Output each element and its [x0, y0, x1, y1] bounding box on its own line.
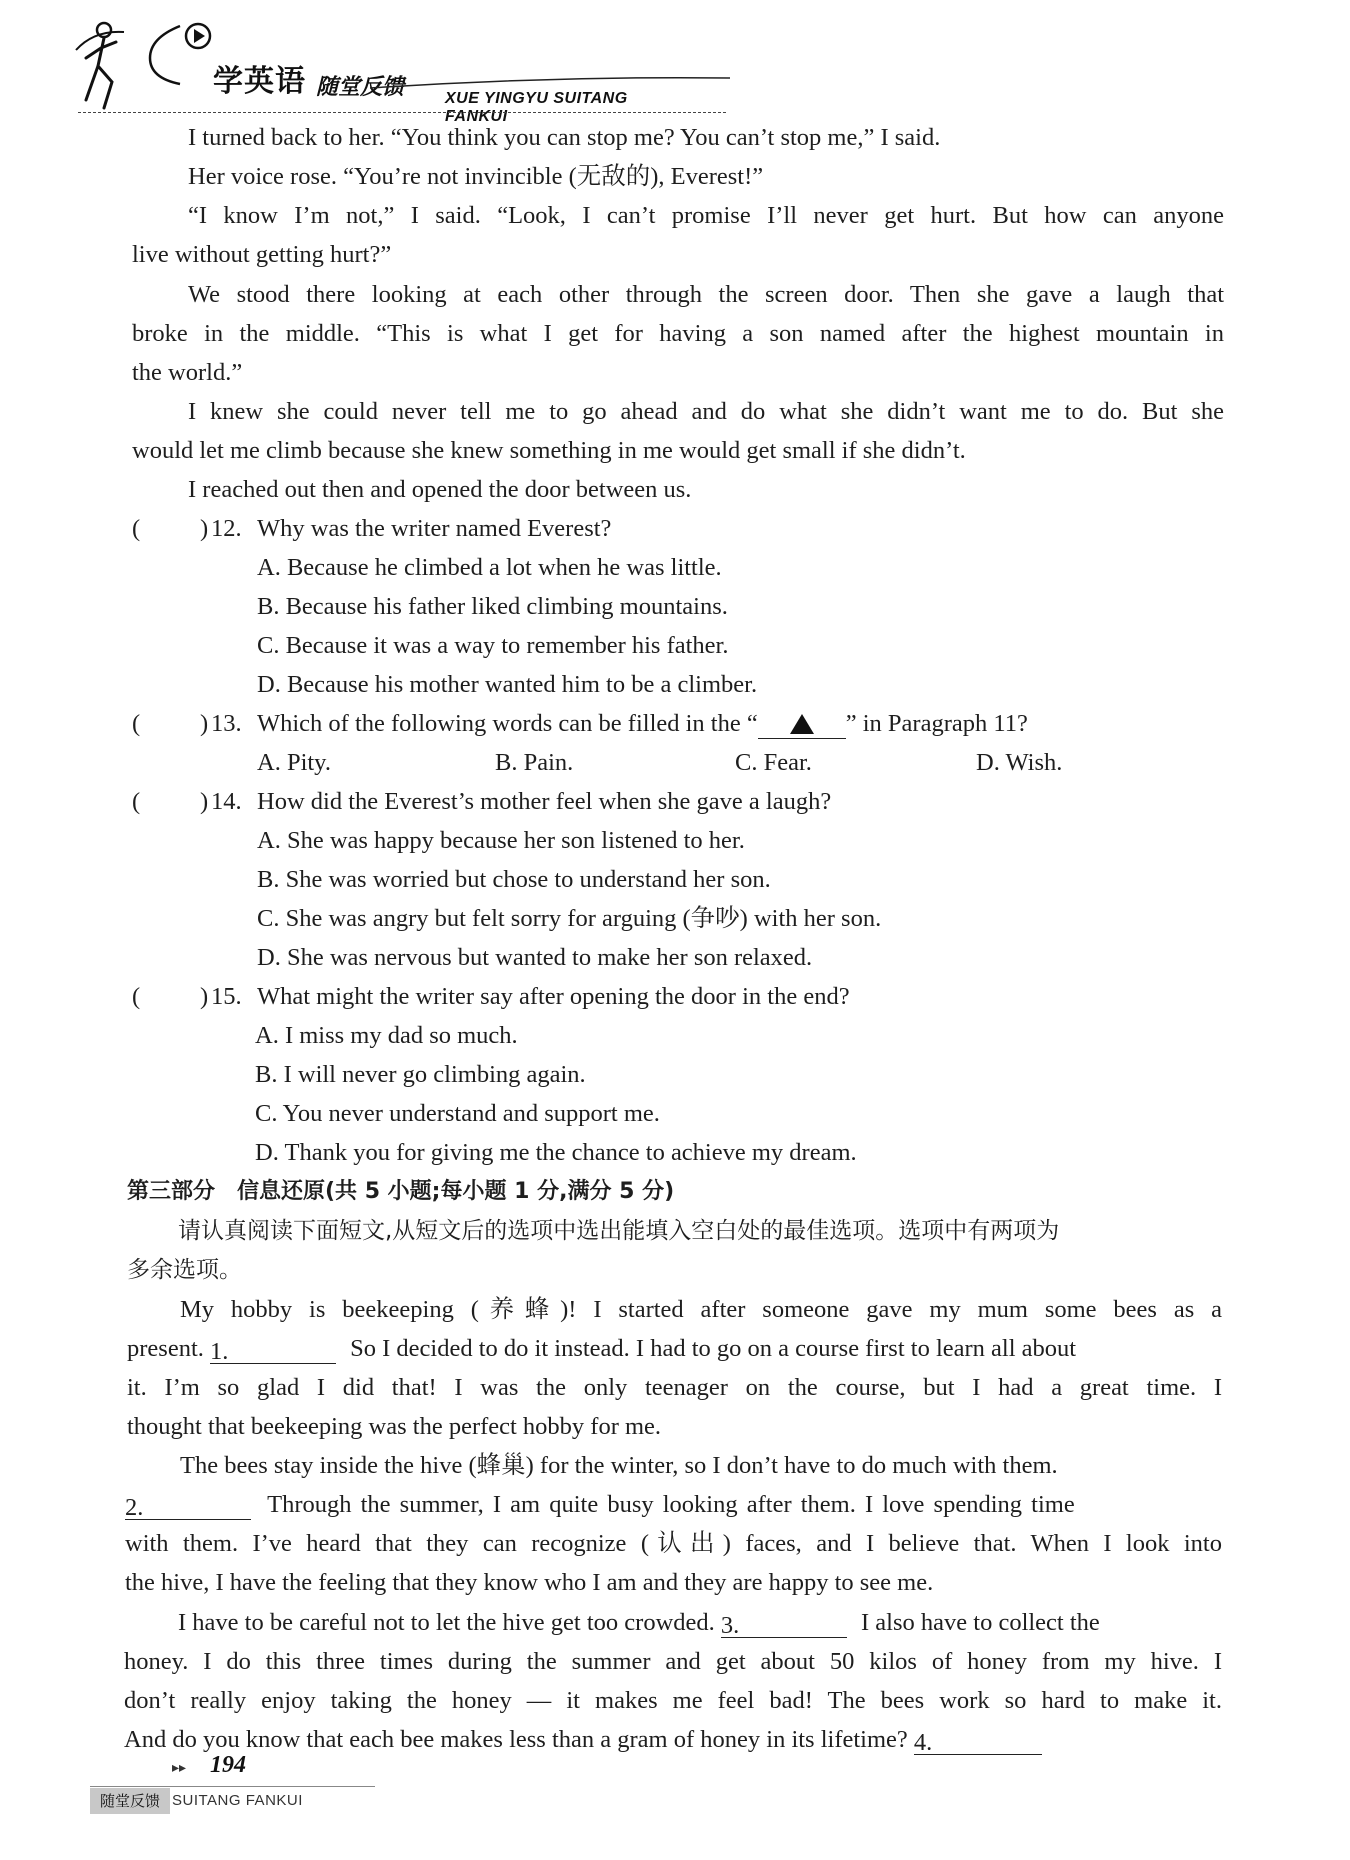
passage-line: honey. I do this three times during the summer and get about 50 kilos of honey from my hive. I — [124, 1648, 1222, 1675]
triangle-blank — [758, 710, 846, 739]
blank-number: 4. — [913, 1729, 933, 1756]
page-arrow-icon: ▸▸ — [172, 1760, 187, 1776]
question-text — [257, 709, 1028, 739]
story-line: I turned back to her. “You think you can stop me? You can’t stop me,” I said. — [188, 124, 941, 151]
blank-number: 2. — [125, 1494, 144, 1521]
option-b: B. She was worried but chose to understand her son. — [257, 866, 771, 893]
option-d: D. Because his mother wanted him to be a climber. — [257, 671, 758, 698]
option-d: D. Wish. — [976, 749, 1063, 776]
footer-label-en: SUITANG FANKUI — [172, 1792, 303, 1809]
answer-paren-close: ) — [200, 788, 209, 815]
runner-logo-icon — [74, 20, 144, 112]
passage-line: it. I’m so glad I did that! I was the only teenager on the course, but I had a great time. I — [127, 1374, 1222, 1401]
passage-text: Through the summer, I am quite busy looking after them. I love spending time — [267, 1491, 1075, 1518]
blank-number: 3. — [720, 1612, 740, 1639]
answer-blank-1[interactable] — [210, 1337, 336, 1364]
passage-line — [127, 1334, 1076, 1364]
answer-paren-close: ) — [200, 710, 209, 737]
option-d: D. She was nervous but wanted to make her son relaxed. — [257, 944, 813, 971]
story-line: the world.” — [132, 359, 243, 386]
passage-line — [125, 1490, 1075, 1520]
passage-line: the hive, I have the feeling that they know who I am and they are happy to see me. — [125, 1569, 934, 1596]
answer-paren-open: ( — [132, 515, 141, 542]
instruction-line: 请认真阅读下面短文,从短文后的选项中选出能填入空白处的最佳选项。选项中有两项为 — [178, 1218, 1060, 1244]
section-title: 第三部分 信息还原(共 5 小题;每小题 1 分,满分 5 分) — [127, 1179, 675, 1204]
option-c: C. You never understand and support me. — [255, 1100, 660, 1127]
passage-line: don’t really enjoy taking the honey — it makes me feel bad! The bees work so hard to make it. — [124, 1687, 1222, 1714]
triangle-icon — [790, 714, 814, 734]
passage-line — [178, 1608, 1100, 1638]
story-line: would let me climb because she knew something in me would get small if she didn’t. — [132, 437, 966, 464]
passage-line: My hobby is beekeeping (养蜂)! I started after someone gave my mum some bees as a — [180, 1296, 1222, 1323]
passage-text: And do you know that each bee makes less than a gram of honey in its lifetime? — [124, 1726, 908, 1753]
answer-blank-3[interactable] — [721, 1611, 847, 1638]
story-line: broke in the middle. “This is what I get for having a son named after the highest mountain in — [132, 320, 1224, 347]
answer-paren-close: ) — [200, 983, 209, 1010]
option-a: A. Pity. — [257, 749, 331, 776]
question-number: 15. — [211, 983, 242, 1010]
option-c: C. Because it was a way to remember his father. — [257, 632, 729, 659]
answer-paren-open: ( — [132, 710, 141, 737]
answer-paren-close: ) — [200, 515, 209, 542]
question-number: 12. — [211, 515, 242, 542]
answer-paren-open: ( — [132, 983, 141, 1010]
page-number: 194 — [210, 1752, 246, 1778]
header-divider — [78, 112, 726, 113]
logo-chinese-title: 学英语 — [213, 64, 306, 99]
passage-line — [124, 1725, 1042, 1755]
option-b: B. Pain. — [495, 749, 574, 776]
option-a: A. She was happy because her son listened to her. — [257, 827, 745, 854]
footer-label-cn: 随堂反馈 — [90, 1788, 170, 1814]
question-text-after: ” in Paragraph 11? — [845, 710, 1028, 737]
passage-text: So I decided to do it instead. I had to go on a course first to learn all about — [350, 1335, 1077, 1362]
option-d: D. Thank you for giving me the chance to achieve my dream. — [255, 1139, 857, 1166]
passage-line: with them. I’ve heard that they can recognize (认出) faces, and I believe that. When I look into — [125, 1530, 1222, 1557]
answer-blank-2[interactable] — [125, 1493, 251, 1520]
page-header — [70, 16, 670, 125]
story-line: I knew she could never tell me to go ahead and do what she didn’t want me to do. But she — [188, 398, 1224, 425]
instruction-line: 多余选项。 — [127, 1257, 242, 1283]
logo-script-title: 随堂反馈 — [316, 75, 405, 100]
answer-paren-open: ( — [132, 788, 141, 815]
logo-english-title: XUE YINGYU SUITANG FANKUI — [445, 90, 628, 125]
question-text-before: Which of the following words can be filled in the “ — [257, 710, 758, 737]
story-line: “I know I’m not,” I said. “Look, I can’t promise I’ll never get hurt. But how can anyone — [188, 202, 1224, 229]
question-text: What might the writer say after opening the door in the end? — [257, 983, 850, 1010]
option-a: A. I miss my dad so much. — [255, 1022, 518, 1049]
option-b: B. I will never go climbing again. — [255, 1061, 586, 1088]
passage-text: present. — [127, 1335, 204, 1362]
passage-text: I also have to collect the — [861, 1609, 1100, 1636]
blank-number: 1. — [210, 1338, 229, 1365]
question-text: How did the Everest’s mother feel when she gave a laugh? — [257, 788, 832, 815]
option-b: B. Because his father liked climbing mountains. — [257, 593, 728, 620]
story-line: live without getting hurt?” — [132, 241, 392, 268]
footer-divider — [90, 1786, 375, 1787]
page-footer — [80, 1752, 380, 1830]
passage-line: The bees stay inside the hive (蜂巢) for the winter, so I don’t have to do much with them. — [180, 1452, 1058, 1479]
story-line: Her voice rose. “You’re not invincible (无敌的), Everest!” — [188, 163, 764, 190]
question-number: 13. — [211, 710, 242, 737]
option-c: C. Fear. — [735, 749, 812, 776]
option-a: A. Because he climbed a lot when he was little. — [257, 554, 722, 581]
question-text: Why was the writer named Everest? — [257, 515, 612, 542]
answer-blank-4[interactable] — [914, 1728, 1042, 1755]
story-line: I reached out then and opened the door between us. — [188, 476, 692, 503]
option-c: C. She was angry but felt sorry for arguing (争吵) with her son. — [257, 905, 882, 932]
question-number: 14. — [211, 788, 242, 815]
passage-line: thought that beekeeping was the perfect hobby for me. — [127, 1413, 662, 1440]
passage-text: I have to be careful not to let the hive get too crowded. — [178, 1609, 715, 1636]
story-line: We stood there looking at each other through the screen door. Then she gave a laugh that — [188, 281, 1224, 308]
